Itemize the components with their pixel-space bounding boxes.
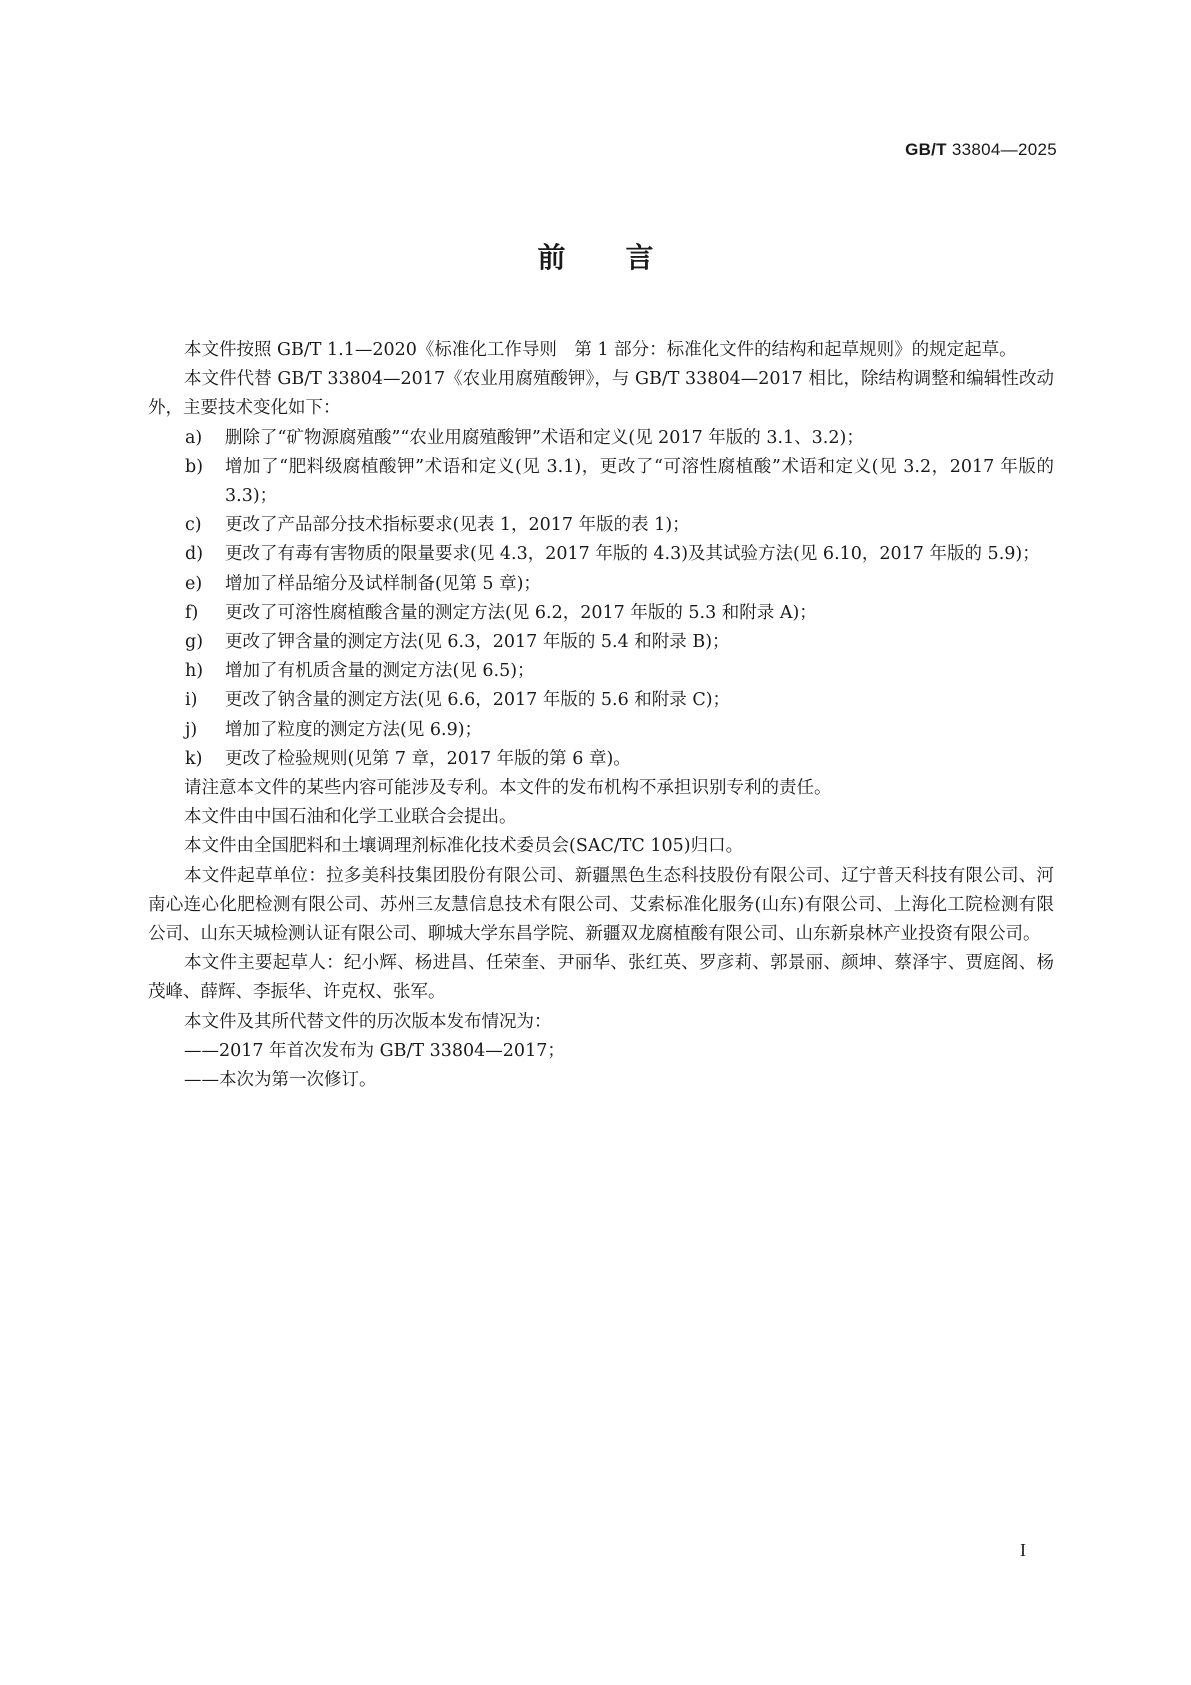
paragraph-proposed-by: 本文件由中国石油和化学工业联合会提出。 [184, 807, 517, 828]
list-item [148, 424, 1054, 453]
list-item [148, 628, 1054, 657]
paragraph-replaces: 本文件代替 GB/T 33804—2017《农业用腐殖酸钾》，与 GB/T 33804—2017 相比，除结构调整和编辑性改动外，主要技术变化如下： [148, 369, 1054, 419]
list-item-text: 更改了产品部分技术指标要求(见表 1，2017 年版的表 1)； [225, 515, 690, 536]
list-item-text: 更改了钾含量的测定方法(见 6.3，2017 年版的 5.4 和附录 B)； [225, 632, 730, 653]
list-item-text: 更改了可溶性腐植酸含量的测定方法(见 6.2，2017 年版的 5.3 和附录 A)； [225, 602, 817, 623]
changes-list [148, 424, 1054, 774]
list-marker: f) [185, 602, 199, 623]
document-body [148, 336, 1054, 1095]
list-item-text: 增加了有机质含量的测定方法(见 6.5)； [225, 661, 535, 682]
list-marker: j) [185, 719, 198, 740]
paragraph-under-jurisdiction: 本文件由全国肥料和土壤调理剂标准化技术委员会(SAC/TC 105)归口。 [184, 836, 744, 857]
paragraph-history-intro: 本文件及其所代替文件的历次版本发布情况为： [184, 1011, 552, 1032]
paragraph-drafting-units: 本文件起草单位：拉多美科技集团股份有限公司、新疆黑色生态科技股份有限公司、辽宁普天科技有限公司、河南心连心化肥检测有限公司、苏州三友慧信息技术有限公司、艾索标准化服务(山东)有限公司、上海化工院检测有限公司、山东天城检测认证有限公司、聊城大学东昌学院、新疆双龙腐植酸有限公司、山东新泉林产业投资有限公司。 [148, 865, 1054, 945]
page-title: 前言 [537, 241, 714, 274]
history-item: ——2017 年首次发布为 GB/T 33804—2017； [184, 1040, 565, 1061]
list-marker: h) [185, 661, 204, 682]
list-item [148, 745, 1054, 774]
standard-code [905, 140, 1057, 160]
list-marker: d) [185, 544, 204, 565]
list-item-text: 增加了“肥料级腐植酸钾”术语和定义(见 3.1)，更改了“可溶性腐植酸”术语和定义(见 3.2，2017 年版的 3.3)； [225, 456, 1054, 507]
list-item-text: 更改了钠含量的测定方法(见 6.6，2017 年版的 5.6 和附录 C)； [225, 690, 731, 711]
list-item-text: 增加了粒度的测定方法(见 6.9)； [225, 719, 483, 740]
standard-prefix: GB/T [905, 140, 947, 159]
page-number: I [1020, 1540, 1026, 1560]
list-item [148, 453, 1054, 511]
list-marker: e) [185, 573, 203, 594]
list-item-text: 更改了有毒有害物质的限量要求(见 4.3，2017 年版的 4.3)及其试验方法(见 6.10，2017 年版的 5.9)； [225, 544, 1040, 565]
list-marker: k) [185, 748, 203, 769]
list-marker: g) [185, 632, 204, 653]
list-item-text: 更改了检验规则(见第 7 章，2017 年版的第 6 章)。 [225, 748, 631, 769]
list-marker: i) [185, 690, 198, 711]
list-item-text: 删除了“矿物源腐殖酸”“农业用腐殖酸钾”术语和定义(见 2017 年版的 3.1、3.2)； [225, 427, 864, 448]
paragraph-drafting-rules: 本文件按照 GB/T 1.1—2020《标准化工作导则 第 1 部分：标准化文件的结构和起草规则》的规定起草。 [184, 340, 1017, 360]
list-item [148, 657, 1054, 686]
list-item [148, 570, 1054, 599]
paragraph-drafters: 本文件主要起草人：纪小辉、杨进昌、任荣奎、尹丽华、张红英、罗彦莉、郭景丽、颜坤、蔡泽宇、贾庭阁、杨茂峰、薛辉、李振华、许克权、张军。 [148, 953, 1054, 1003]
list-marker: c) [185, 515, 202, 536]
list-marker: b) [185, 456, 204, 477]
list-marker: a) [185, 427, 203, 448]
list-item-text: 增加了样品缩分及试样制备(见第 5 章)； [225, 573, 541, 594]
standard-number: 33804—2025 [951, 140, 1057, 159]
list-item [148, 686, 1054, 715]
list-item [148, 599, 1054, 628]
paragraph-patent-notice: 请注意本文件的某些内容可能涉及专利。本文件的发布机构不承担识别专利的责任。 [184, 778, 832, 799]
list-item [148, 511, 1054, 540]
history-item: ——本次为第一次修订。 [184, 1070, 377, 1091]
list-item [148, 540, 1054, 569]
list-item [148, 716, 1054, 745]
